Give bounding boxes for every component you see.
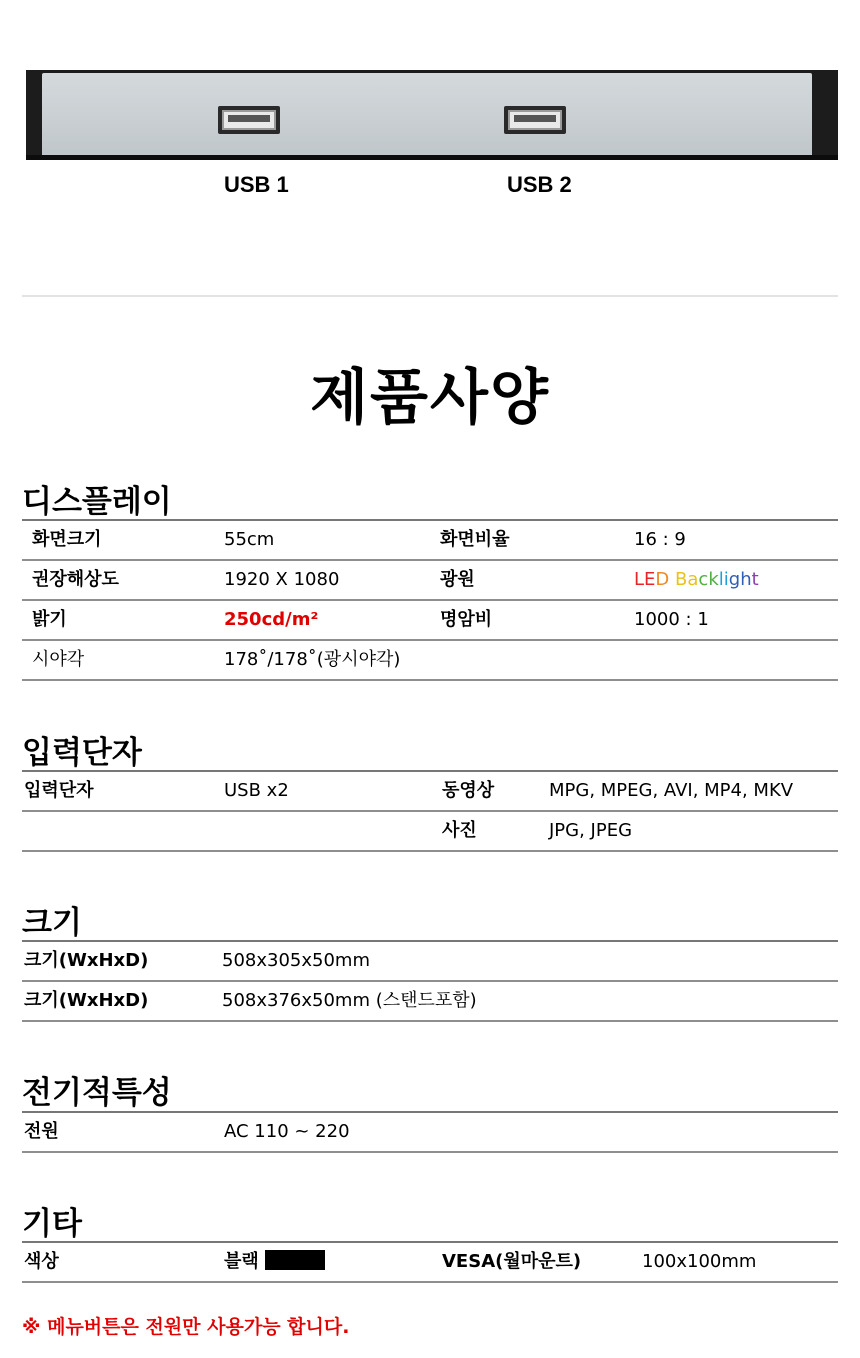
spec-label: 전원 bbox=[24, 1121, 59, 1142]
spec-label: 권장해상도 bbox=[32, 569, 119, 590]
table-row bbox=[22, 641, 838, 681]
usb-1-label: USB 1 bbox=[224, 172, 289, 197]
color-value bbox=[224, 1243, 325, 1281]
backlight-char: D bbox=[655, 569, 670, 590]
spec-value: 508x305x50mm bbox=[222, 950, 370, 971]
spec-table-input bbox=[22, 770, 838, 852]
spec-value: 16 : 9 bbox=[634, 529, 686, 550]
spec-table-etc bbox=[22, 1241, 838, 1283]
section-title-electrical: 전기적특성 bbox=[22, 1075, 172, 1111]
usb-port-1-icon bbox=[218, 106, 280, 134]
spec-label: 화면비율 bbox=[440, 529, 510, 550]
brightness-value: 250cd/m² bbox=[224, 609, 319, 630]
spec-table-size bbox=[22, 940, 838, 1022]
backlight-char: g bbox=[728, 569, 741, 590]
table-row bbox=[22, 772, 838, 812]
spec-label: 사진 bbox=[442, 820, 477, 841]
table-row bbox=[22, 601, 838, 641]
spec-label: VESA(월마운트) bbox=[442, 1251, 582, 1272]
backlight-char: c bbox=[698, 569, 709, 590]
table-row bbox=[22, 561, 838, 601]
spec-label: 크기(WxHxD) bbox=[24, 990, 149, 1011]
spec-value: USB x2 bbox=[224, 780, 289, 801]
spec-value: MPG, MPEG, AVI, MP4, MKV bbox=[549, 780, 794, 801]
backlight-char: B bbox=[675, 569, 688, 590]
spec-value: 1000 : 1 bbox=[634, 609, 709, 630]
spec-label: 화면크기 bbox=[32, 529, 102, 550]
divider bbox=[22, 295, 838, 297]
section-title-size: 크기 bbox=[22, 905, 82, 941]
spec-label: 동영상 bbox=[442, 780, 495, 801]
spec-label: 색상 bbox=[24, 1251, 59, 1272]
spec-label: 밝기 bbox=[32, 609, 67, 630]
backlight-char: a bbox=[687, 569, 699, 590]
spec-label: 명암비 bbox=[440, 609, 493, 630]
product-photo-usb-ports bbox=[26, 70, 838, 160]
spec-value: AC 110 ~ 220 bbox=[224, 1121, 350, 1142]
spec-value: 178˚/178˚(광시야각) bbox=[224, 649, 401, 670]
spec-label: 시야각 bbox=[32, 649, 85, 670]
section-title-display: 디스플레이 bbox=[22, 484, 172, 520]
spec-label: 광원 bbox=[440, 569, 475, 590]
section-title-input: 입력단자 bbox=[22, 735, 142, 771]
color-text: 블랙 bbox=[224, 1251, 259, 1272]
panel-bottom-edge bbox=[26, 155, 838, 160]
backlight-char: l bbox=[718, 569, 724, 590]
backlight-char: k bbox=[708, 569, 719, 590]
spec-label: 입력단자 bbox=[24, 780, 94, 801]
spec-value: 1920 X 1080 bbox=[224, 569, 340, 590]
usb-port-2-icon bbox=[504, 106, 566, 134]
backlight-char: L bbox=[634, 569, 645, 590]
footnote-warning: ※ 메뉴버튼은 전원만 사용가능 합니다. bbox=[22, 1316, 350, 1338]
spec-label: 크기(WxHxD) bbox=[24, 950, 149, 971]
black-color-swatch bbox=[265, 1250, 325, 1270]
backlight-char: t bbox=[751, 569, 759, 590]
backlight-char: E bbox=[644, 569, 656, 590]
usb-panel bbox=[42, 73, 812, 157]
backlight-char: i bbox=[723, 569, 729, 590]
table-row bbox=[22, 982, 838, 1022]
spec-value: 55cm bbox=[224, 529, 275, 550]
table-row bbox=[22, 521, 838, 561]
spec-table-display bbox=[22, 519, 838, 681]
table-row bbox=[22, 1113, 838, 1153]
usb-2-label: USB 2 bbox=[507, 172, 572, 197]
section-title-etc: 기타 bbox=[22, 1206, 82, 1242]
backlight-value bbox=[634, 561, 759, 599]
table-row bbox=[22, 942, 838, 982]
backlight-char: h bbox=[740, 569, 752, 590]
spec-value: 508x376x50mm (스탠드포함) bbox=[222, 990, 477, 1011]
spec-table-electrical bbox=[22, 1111, 838, 1153]
table-row bbox=[22, 1243, 838, 1283]
spec-value: JPG, JPEG bbox=[549, 820, 633, 841]
table-row bbox=[22, 812, 838, 852]
spec-value: 100x100mm bbox=[642, 1251, 757, 1272]
page-title: 제품사양 bbox=[310, 363, 550, 433]
